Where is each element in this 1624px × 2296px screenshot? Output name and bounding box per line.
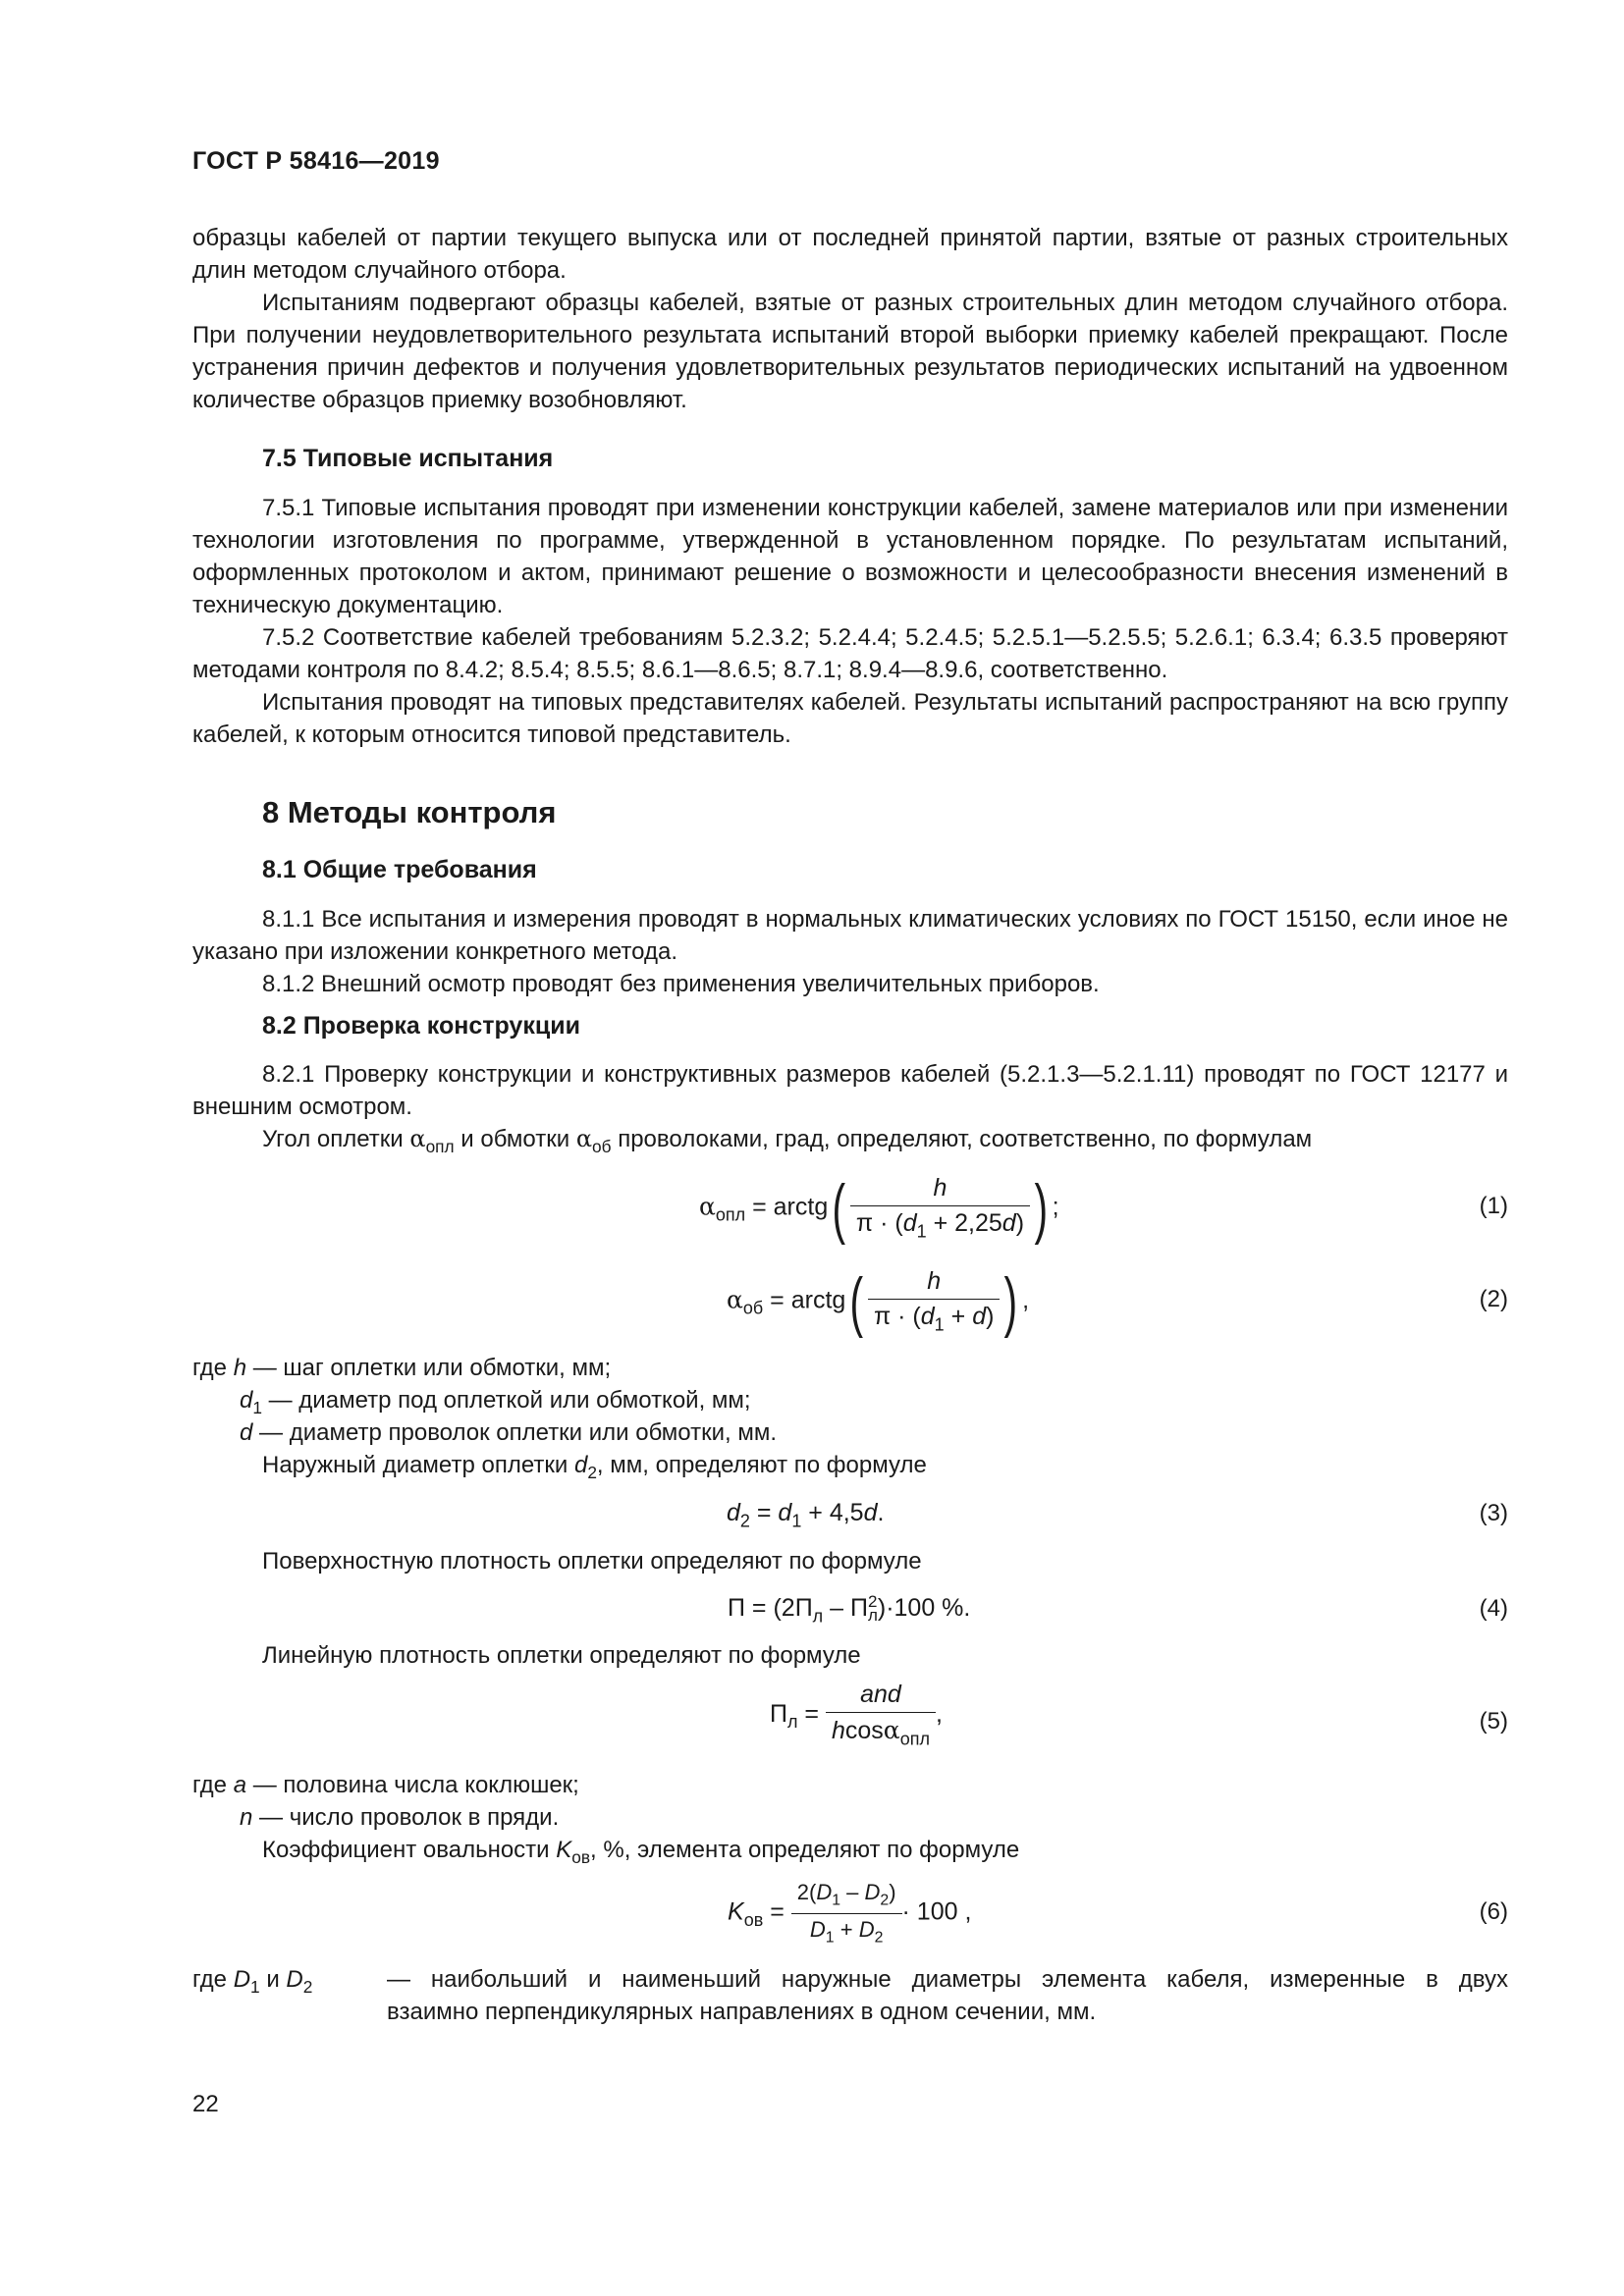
paragraph-d2-intro: Наружный диаметр оплетки $d_2$, мм, определяют по формуле [262,1452,927,1483]
formula-3: $d_2 = d_1 + 4,5d$. [727,1499,885,1531]
definition-D1-D2: где $D_1$ и $D_2$ [192,1966,313,1998]
paragraph: образцы кабелей от партии текущего выпуска или от последней принятой партии, взятые от разных строительных длин методом случайного отбора. [192,225,1508,284]
definition-D-text2: взаимно перпендикулярных направлениях в одном сечении, мм. [387,1999,1097,2025]
paragraph: 8.2.1 Проверку конструкции и конструктивных размеров кабелей (5.2.1.3—5.2.1.11) проводят по ГОСТ 12177 и внешним осмотром. [192,1061,1508,1120]
section-heading-7-5: 7.5 Типовые испытания [262,445,554,472]
formula-6: $K_{ов}$ = $\frac{2(D_1 - D_2)}{D_1 + D_2}$ · 100 , [728,1880,972,1947]
paragraph: Угол оплетки $\alpha_{опл}$ и обмотки $\alpha_{об}$ проволоками, град, определяют, соответственно, по формулам [262,1125,1313,1157]
formula-4: $П = (2П_л - П$ 2 л )·100 %. [728,1592,971,1627]
formula-number: (2) [1479,1286,1508,1312]
definition-n: n — число проволок в пряди. [240,1804,560,1831]
paragraph-surface-intro: Поверхностную плотность оплетки определяют по формуле [262,1548,922,1575]
paragraph: 8.1.2 Внешний осмотр проводят без применения увеличительных приборов. [262,971,1100,997]
paragraph-block-1 [192,222,1508,416]
formula-number: (1) [1479,1193,1508,1219]
definition-h: где h — шаг оплетки или обмотки, мм; [192,1355,612,1381]
formula-1: $\alpha_{опл}$ = arctg( $\frac{h}{\pi \cdot (d_1 + 2,25d)}$ ) ; [699,1170,1059,1246]
paragraph: Испытания проводят на типовых представителях кабелей. Результаты испытаний распространяют на всю группу кабелей, к которым относится типовой представитель. [192,689,1508,748]
section-heading-8-2: 8.2 Проверка конструкции [262,1012,580,1040]
paragraph-block-3 [192,903,1508,1000]
document-header: ГОСТ Р 58416—2019 [192,147,440,175]
formula-number: (5) [1479,1708,1508,1735]
formula-number: (6) [1479,1898,1508,1925]
paragraph-block-4 [192,1058,1508,1163]
paragraph: 7.5.2 Соответствие кабелей требованиям 5.2.3.2; 5.2.4.4; 5.2.4.5; 5.2.5.1—5.2.5.5; 5.2.6.1; 6.3.4; 6.3.5 проверяют методами контроля по 8.4.2; 8.5.4; 8.5.5; 8.6.1—8.6.5; 8.7.1; 8.9.4—8.9.6, соответственно. [192,624,1508,683]
section-heading-8-1: 8.1 Общие требования [262,856,537,883]
definition-d: d — диаметр проволок оплетки или обмотки, мм. [240,1419,778,1446]
section-heading-8: 8 Методы контроля [262,795,557,829]
paragraph: 8.1.1 Все испытания и измерения проводят в нормальных климатических условиях по ГОСТ 15150, если иное не указано при изложении конкретного метода. [192,906,1508,965]
definition-a: где a — половина числа коклюшек; [192,1772,579,1798]
paragraph: 7.5.1 Типовые испытания проводят при изменении конструкции кабелей, замене материалов или при изменении технологии изготовления по программе, утвержденной в установленном порядке. По результатам испытаний, оформленных протоколом и актом, принимают решение о возможности и целесообразности внесения изменений в техническую документацию. [192,495,1508,618]
paragraph-kov-intro: Коэффициент овальности $K_{ов}$, %, элемента определяют по формуле [262,1837,1020,1868]
page-number: 22 [192,2091,219,2117]
paragraph-linear-intro: Линейную плотность оплетки определяют по формуле [262,1642,861,1669]
formula-number: (4) [1479,1595,1508,1622]
definition-D-text: — наибольший и наименьший наружные диаметры элемента кабеля, измеренные в двух [387,1966,1508,1993]
paragraph: Испытаниям подвергают образцы кабелей, взятые от разных строительных длин методом случайного отбора. При получении неудовлетворительного результата испытаний второй выборки приемку кабелей прекращают. После устранения причин дефектов и получения удовлетворительных результатов периодических испытаний на удвоенном количестве образцов приемку возобновляют. [192,290,1508,413]
paragraph-block-2 [192,492,1508,751]
definition-d1: $d_1$ — диаметр под оплеткой или обмоткой, мм; [240,1387,751,1418]
formula-number: (3) [1479,1500,1508,1526]
formula-5: $П_л$ = $\frac{\text{and}}{hcos\alpha_{опл}}$ , [770,1681,943,1749]
formula-2: $\alpha_{об}$ = arctg( $\frac{h}{\pi \cdot (d_1 + d)}$ ) , [727,1263,1030,1339]
